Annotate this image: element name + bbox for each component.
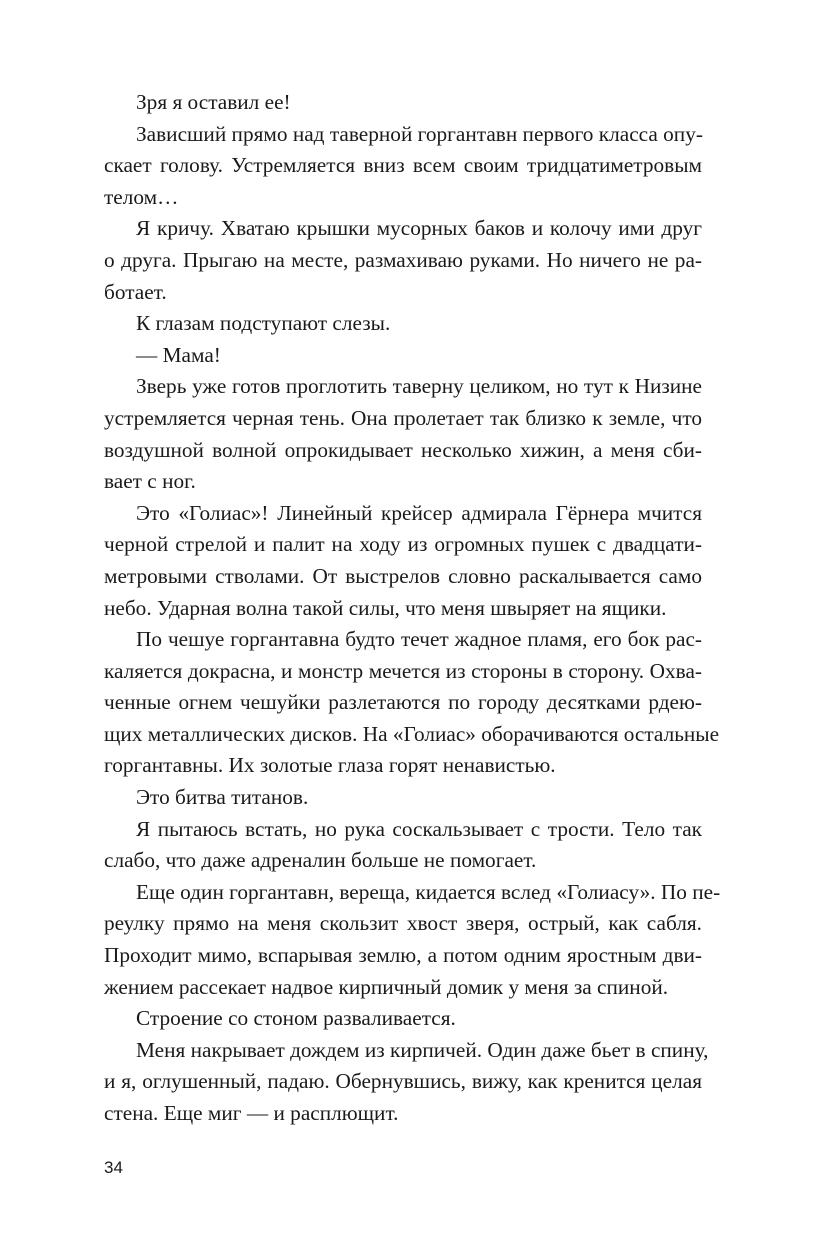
text-line: — Мама!	[136, 342, 221, 367]
text-line: устремляется черная тень. Она пролетает так близко к земле, что	[104, 405, 702, 430]
text-line: Это «Голиас»! Линейный крейсер адмирала Гёрнера мчится	[136, 500, 702, 525]
page-number: 34	[104, 1158, 123, 1177]
text-line: ченные огнем чешуйки разлетаются по городу десятками рдею-	[104, 690, 702, 715]
text-line: Я кричу. Хватаю крышки мусорных баков и колочу ими друг	[136, 216, 702, 241]
text-line: телом…	[104, 184, 179, 209]
text-line: Это битва титанов.	[136, 785, 309, 810]
text-line: черной стрелой и палит на ходу из огромных пушек с двадцати-	[104, 532, 702, 557]
text-line: о друга. Прыгаю на месте, размахиваю руками. Но ничего не ра-	[104, 247, 702, 272]
text-line: скает голову. Устремляется вниз всем своим тридцатиметровым	[104, 153, 702, 178]
text-line: Меня накрывает дождем из кирпичей. Один даже бьет в спину,	[136, 1037, 709, 1062]
text-line: По чешуе горгантавна будто течет жадное пламя, его бок рас-	[136, 627, 702, 652]
text-line: Зависший прямо над таверной горгантавн первого класса опу-	[136, 121, 703, 146]
text-line: щих металлических дисков. На «Голиас» оборачиваются остальные	[104, 721, 720, 746]
text-line: слабо, что даже адреналин больше не помогает.	[104, 848, 537, 873]
text-line: реулку прямо на меня скользит хвост зверя, острый, как сабля.	[104, 911, 702, 936]
page-body-text	[104, 87, 721, 1130]
text-line: небо. Ударная волна такой силы, что меня швыряет на ящики.	[104, 595, 667, 620]
text-line: жением рассекает надвое кирпичный домик у меня за спиной.	[104, 974, 669, 999]
text-line: стена. Еще миг — и расплющит.	[104, 1101, 399, 1125]
text-line: и я, оглушенный, падаю. Обернувшись, вижу, как кренится целая	[104, 1069, 702, 1094]
text-line: Я пытаюсь встать, но рука соскальзывает с трости. Тело так	[136, 816, 702, 841]
text-line: Зря я оставил ее!	[136, 90, 291, 114]
text-line: каляется докрасна, и монстр мечется из стороны в сторону. Охва-	[104, 658, 702, 683]
text-line: Проходит мимо, вспарывая землю, а потом одним яростным дви-	[104, 943, 702, 968]
text-line: горгантавны. Их золотые глаза горят ненавистью.	[104, 753, 556, 778]
text-line: ботает.	[104, 279, 167, 304]
text-line: Строение со стоном разваливается.	[136, 1006, 456, 1031]
text-line: метровыми стволами. От выстрелов словно раскалывается само	[104, 563, 702, 588]
text-line: воздушной волной опрокидывает несколько хижин, а меня сби-	[104, 437, 702, 462]
text-line: Зверь уже готов проглотить таверну целиком, но тут к Низине	[136, 374, 702, 399]
text-line: вает с ног.	[104, 469, 196, 494]
text-line: Еще один горгантавн, вереща, кидается вслед «Голиасу». По пе-	[136, 879, 721, 904]
text-line: К глазам подступают слезы.	[136, 311, 391, 336]
